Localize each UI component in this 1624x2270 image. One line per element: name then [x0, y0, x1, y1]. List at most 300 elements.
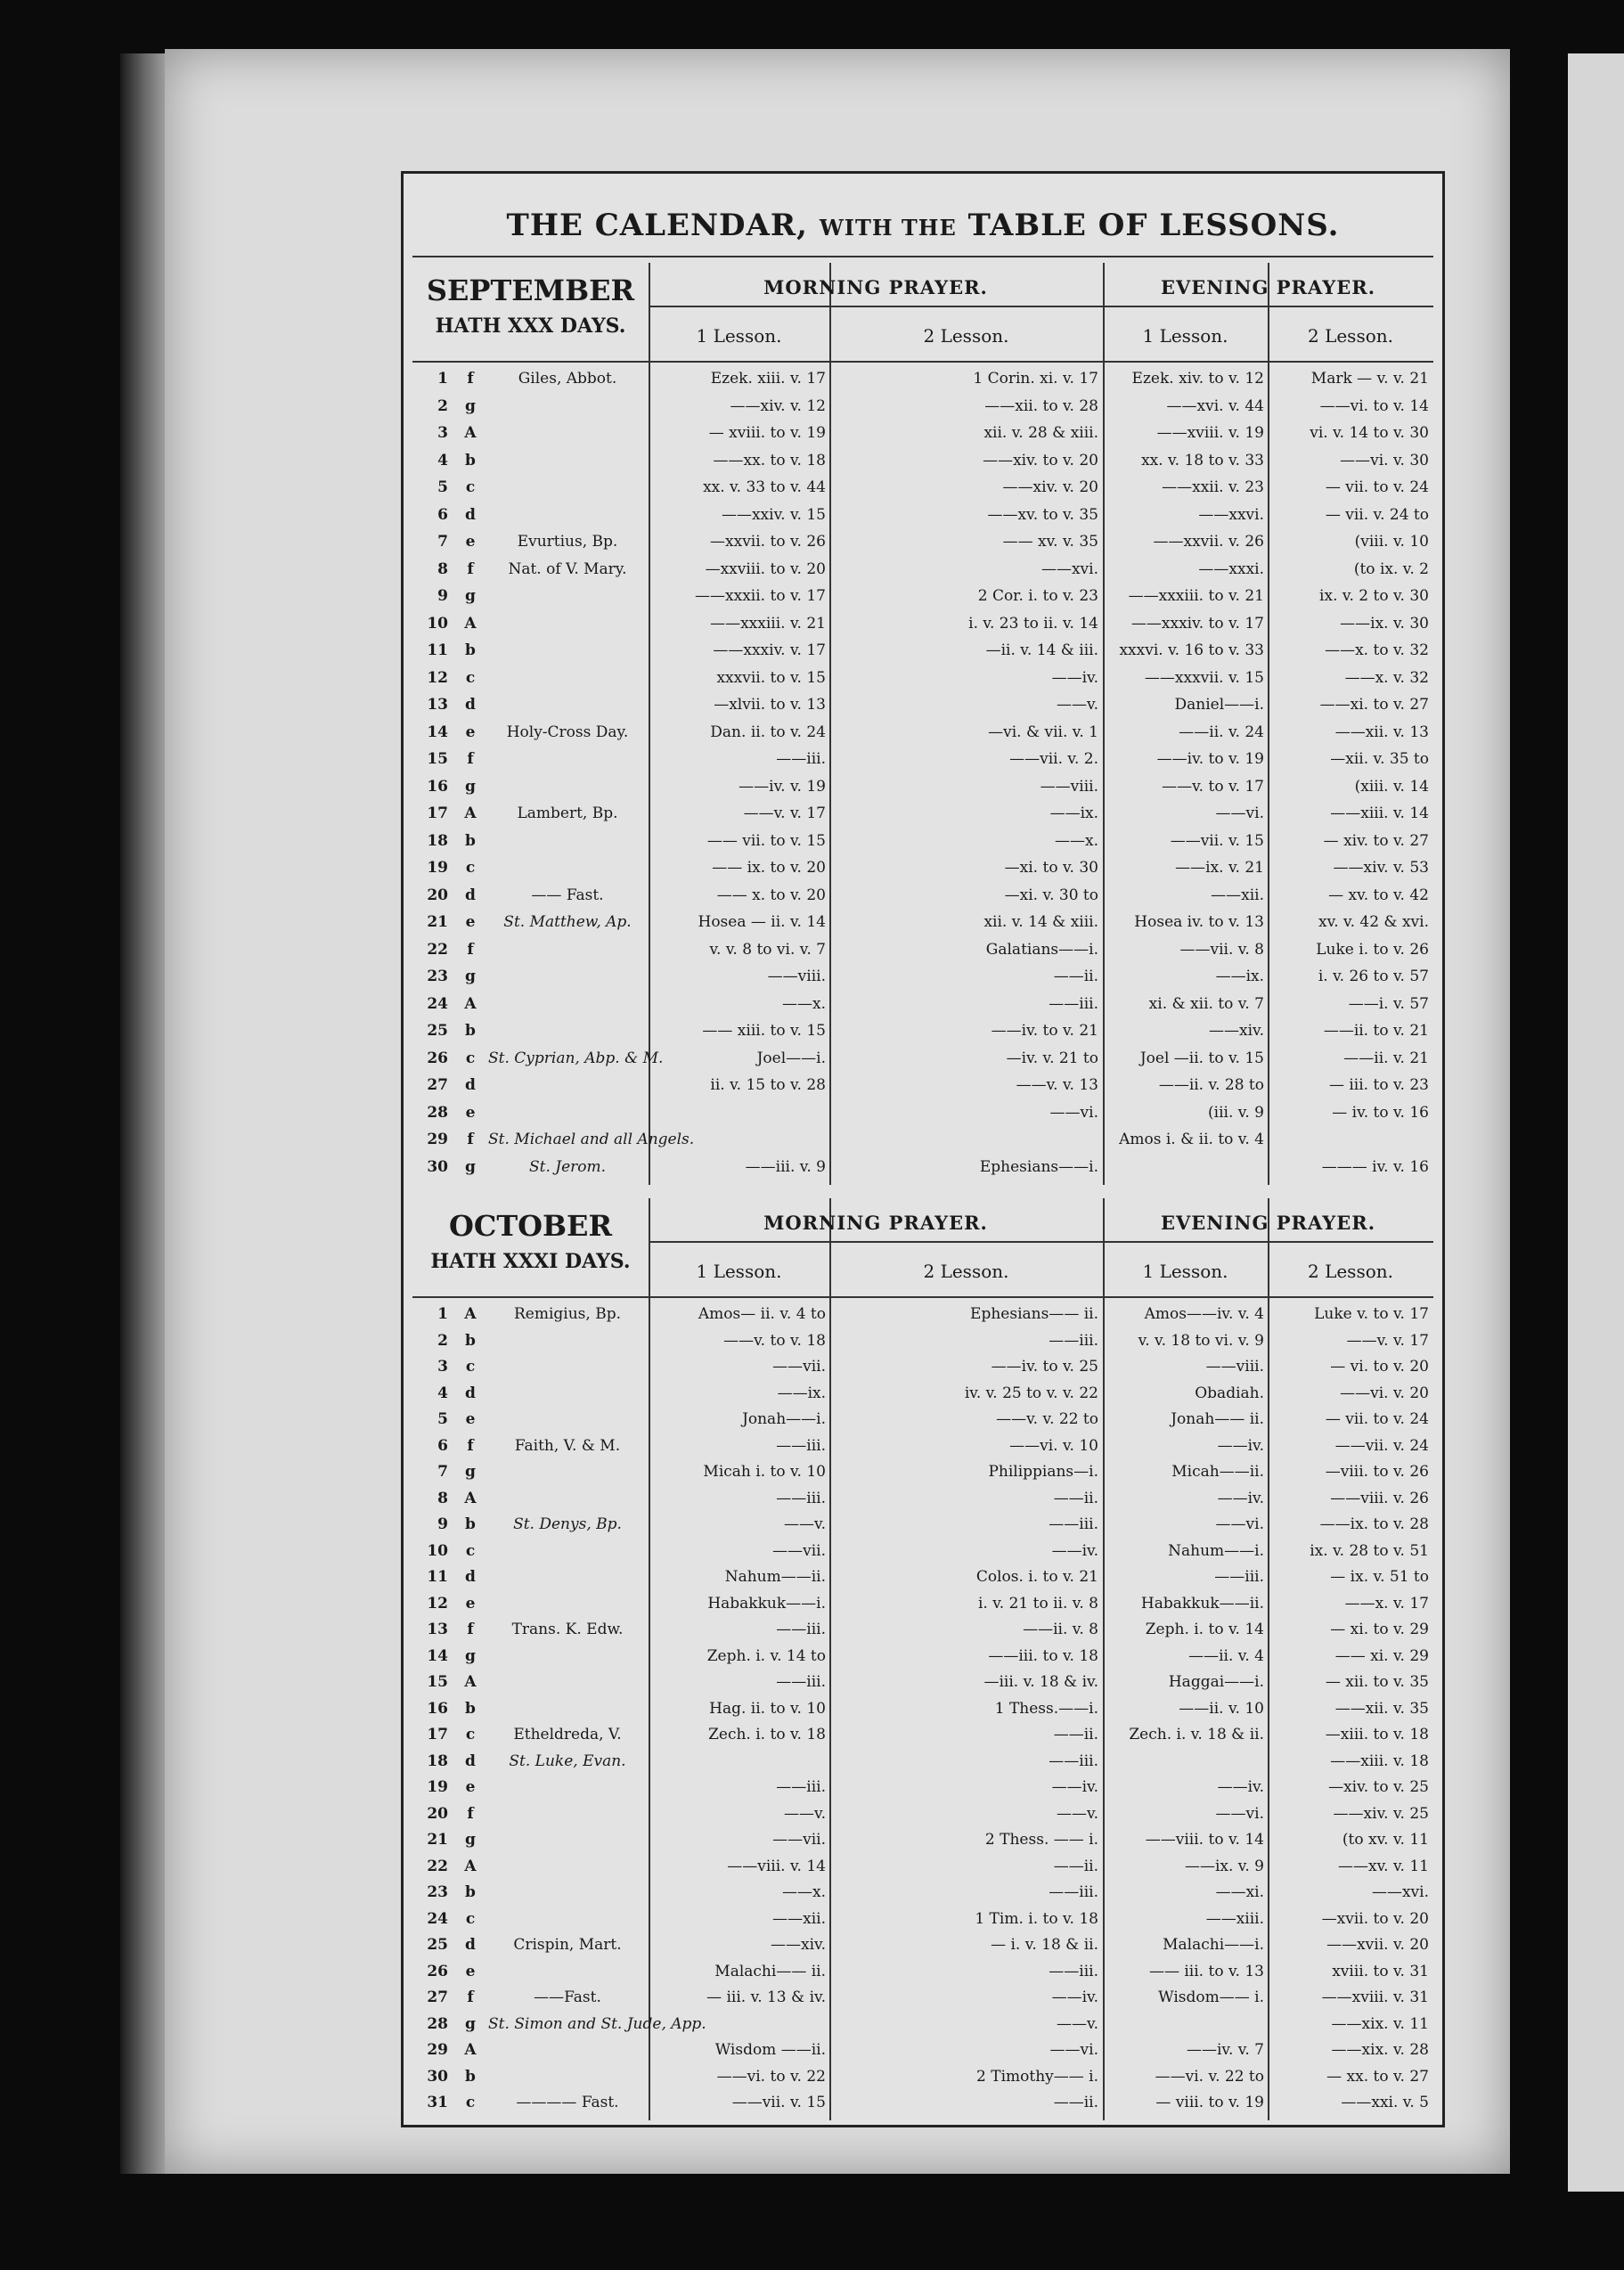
- festival: ——Fast.: [534, 1988, 601, 2006]
- morning-lesson-1: ——vii.: [772, 1541, 826, 1560]
- evening-lesson-2: i. v. 26 to v. 57: [1318, 968, 1429, 985]
- calendar-row: [412, 859, 1433, 877]
- evening-lesson-1: ——v. to v. 17: [1162, 777, 1264, 796]
- evening-lesson-1: ——xiii.: [1205, 1909, 1264, 1928]
- morning-lesson-1: ——xiv.: [770, 1936, 826, 1954]
- day-number: 7: [437, 1463, 448, 1481]
- evening-lesson-2: ——v. v. 17: [1346, 1331, 1429, 1350]
- calendar-frame: [401, 171, 1445, 2127]
- evening-lesson-1: ——iv.: [1217, 1436, 1264, 1455]
- dominical-letter: A: [464, 1489, 477, 1507]
- dominical-letter: c: [465, 859, 476, 877]
- dominical-letter: c: [465, 1909, 476, 1928]
- evening-lesson-1: Ezek. xiv. to v. 12: [1131, 370, 1264, 388]
- evening-lesson-1: Zeph. i. to v. 14: [1145, 1621, 1264, 1638]
- calendar-row: [412, 1805, 1433, 1823]
- day-number: 2: [437, 396, 448, 415]
- dominical-letter: A: [464, 1673, 477, 1691]
- dominical-letter: g: [465, 1463, 476, 1481]
- dominical-letter: f: [467, 1804, 474, 1823]
- day-number: 28: [427, 1103, 448, 1122]
- morning-lesson-2: ——vi. v. 10: [1009, 1436, 1098, 1455]
- evening-lesson-2: ix. v. 28 to v. 51: [1310, 1541, 1429, 1560]
- morning-lesson-1: Nahum——ii.: [724, 1568, 826, 1586]
- dominical-letter: e: [465, 1410, 476, 1428]
- morning-lesson1-header: 1 Lesson.: [696, 325, 782, 347]
- evening-lesson-1: ——ii. v. 4: [1188, 1646, 1264, 1665]
- dominical-letter: A: [464, 1857, 477, 1875]
- evening-lesson2-header: 2 Lesson.: [1307, 1261, 1393, 1282]
- day-number: 25: [427, 1022, 448, 1040]
- day-number: 17: [427, 1726, 448, 1743]
- dominical-letter: b: [465, 451, 476, 470]
- october-section: [412, 1198, 1433, 2116]
- calendar-row: [412, 397, 1433, 415]
- morning-lesson-2: 1 Thess.——i.: [994, 1699, 1098, 1718]
- calendar-row: [412, 1410, 1433, 1428]
- day-number: 22: [427, 1857, 448, 1875]
- morning-lesson-1: ——vii.: [772, 1831, 826, 1849]
- morning-lesson-2: ——x.: [1055, 831, 1098, 850]
- festival: Etheldreda, V.: [513, 1726, 622, 1743]
- evening-lesson-2: ——xii. v. 13: [1334, 723, 1429, 741]
- dominical-letter: b: [465, 641, 476, 659]
- morning-lesson-1: ——v.: [784, 1515, 826, 1533]
- calendar-row: [412, 1384, 1433, 1402]
- dominical-letter: c: [465, 1541, 476, 1560]
- evening-lesson-1: ——iv. v. 7: [1186, 2041, 1264, 2059]
- morning-lesson-2: 1 Corin. xi. v. 17: [973, 370, 1098, 388]
- evening-lesson-1: ——xxxi.: [1198, 559, 1264, 578]
- morning-lesson-1: ——v. to v. 18: [723, 1331, 826, 1350]
- morning-lesson-1: ——x.: [782, 994, 826, 1013]
- dominical-letter: b: [465, 1515, 476, 1533]
- evening-lesson-2: (viii. v. 10: [1354, 533, 1429, 551]
- morning-lesson-1: Joel——i.: [756, 1049, 826, 1067]
- facing-page-edge: [1568, 53, 1624, 2192]
- morning-lesson-1: Micah i. to v. 10: [703, 1463, 826, 1481]
- morning-lesson-1: ——x.: [782, 1883, 826, 1901]
- day-number: 7: [437, 533, 448, 551]
- evening-lesson-1: Amos i. & ii. to v. 4: [1119, 1131, 1264, 1148]
- dominical-letter: b: [465, 2067, 476, 2086]
- festival: Giles, Abbot.: [518, 370, 617, 388]
- evening-lesson-1: ——ix. v. 9: [1184, 1857, 1264, 1875]
- morning-lesson-2: 2 Cor. i. to v. 23: [977, 587, 1098, 605]
- dominical-letter: e: [465, 1103, 476, 1122]
- dominical-letter: e: [465, 913, 476, 931]
- dominical-letter: e: [465, 1594, 476, 1613]
- morning-lesson-2: ——iii.: [1049, 1515, 1098, 1533]
- morning-lesson-2: ——iii.: [1049, 1751, 1098, 1770]
- morning-lesson-1: ——iv. v. 19: [739, 777, 826, 796]
- day-number: 24: [427, 994, 448, 1013]
- calendar-row: [412, 1049, 1433, 1067]
- calendar-row: [412, 1858, 1433, 1875]
- evening-lesson-1: xx. v. 18 to v. 33: [1141, 451, 1264, 470]
- evening-lesson-2: vi. v. 14 to v. 30: [1310, 424, 1429, 442]
- morning-lesson-1: ——iii. v. 9: [745, 1157, 826, 1176]
- dominical-letter: f: [467, 559, 474, 578]
- dominical-letter: f: [467, 1621, 474, 1638]
- evening-lesson-1: ——vi. v. 22 to: [1155, 2067, 1264, 2086]
- festival: ———— Fast.: [516, 2094, 619, 2111]
- morning-prayer-header: MORNING PRAYER.: [763, 276, 988, 298]
- day-number: 5: [437, 478, 448, 496]
- morning-lesson-2: xii. v. 14 & xiii.: [983, 913, 1098, 931]
- dominical-letter: c: [465, 668, 476, 687]
- evening-lesson-2: — xx. to v. 27: [1326, 2067, 1429, 2086]
- day-number: 11: [427, 641, 448, 659]
- evening-lesson-1: ——ii. v. 24: [1179, 723, 1264, 741]
- evening-lesson-2: ——x. v. 32: [1344, 668, 1429, 687]
- dominical-letter: e: [465, 723, 476, 741]
- morning-lesson-2: Galatians——i.: [985, 940, 1098, 959]
- dominical-letter: g: [465, 1831, 476, 1849]
- morning-lesson-2: ——iv.: [1051, 1541, 1098, 1560]
- evening-lesson-1: ——xvi. v. 44: [1166, 396, 1264, 415]
- evening-lesson-2: ——— iv. v. 16: [1321, 1157, 1429, 1176]
- evening-lesson-1: xxxvi. v. 16 to v. 33: [1119, 641, 1264, 659]
- day-number: 12: [427, 668, 448, 687]
- evening-lesson-2: — iv. to v. 16: [1332, 1103, 1429, 1122]
- morning-lesson-2: ——viii.: [1040, 777, 1098, 796]
- calendar-row: [412, 1621, 1433, 1638]
- calendar-row: [412, 1883, 1433, 1901]
- morning-lesson-2: ——iii.: [1049, 1883, 1098, 1901]
- morning-lesson-2: ——iv. to v. 21: [991, 1022, 1098, 1040]
- evening-lesson-2: ——xiv. v. 25: [1333, 1804, 1429, 1823]
- morning-lesson-2: ——v.: [1057, 696, 1098, 714]
- day-number: 5: [437, 1410, 448, 1428]
- morning-lesson-2: — i. v. 18 & ii.: [991, 1936, 1098, 1954]
- morning-lesson-2: 2 Thess. —— i.: [984, 1831, 1098, 1849]
- evening-lesson-2: (to xv. v. 11: [1342, 1831, 1429, 1849]
- morning-lesson-1: Hosea — ii. v. 14: [698, 913, 826, 931]
- day-number: 17: [427, 804, 448, 822]
- evening-lesson-2: Luke v. to v. 17: [1314, 1305, 1429, 1323]
- evening-lesson-1: ——ix.: [1215, 968, 1264, 985]
- day-number: 26: [427, 1049, 448, 1067]
- evening-lesson-2: — vii. to v. 24: [1325, 478, 1429, 496]
- evening-lesson-2: — xii. to v. 35: [1325, 1673, 1429, 1691]
- calendar-row: [412, 1700, 1433, 1718]
- morning-lesson-1: ——iii.: [776, 1778, 826, 1796]
- festival: St. Simon and St. Jude, App.: [488, 2014, 706, 2033]
- morning-lesson-2: ——xii. to v. 28: [984, 396, 1098, 415]
- day-number: 21: [427, 1831, 448, 1849]
- calendar-row: [412, 941, 1433, 959]
- calendar-row: [412, 615, 1433, 633]
- day-number: 20: [427, 886, 448, 904]
- morning-lesson2-header: 2 Lesson.: [923, 325, 1009, 347]
- morning-lesson-2: —iii. v. 18 & iv.: [983, 1673, 1098, 1691]
- day-number: 3: [437, 424, 448, 442]
- festival: Nat. of V. Mary.: [508, 559, 627, 578]
- morning-lesson-1: ——iii.: [776, 1673, 826, 1691]
- morning-lesson-1: ——xx. to v. 18: [713, 451, 826, 470]
- morning-lesson-2: ——ii. v. 8: [1023, 1621, 1098, 1638]
- morning-lesson-2: ——iii.: [1049, 1962, 1098, 1980]
- morning-lesson-2: ——v. v. 13: [1016, 1076, 1098, 1094]
- evening-lesson-2: ——xv. v. 11: [1337, 1857, 1429, 1875]
- morning-lesson-1: Jonah——i.: [742, 1410, 826, 1428]
- evening-lesson-1: ——xii.: [1211, 886, 1264, 904]
- day-number: 11: [427, 1568, 448, 1586]
- morning-lesson-1: ii. v. 15 to v. 28: [710, 1076, 826, 1094]
- day-number: 10: [427, 1541, 448, 1560]
- morning-lesson-1: Amos— ii. v. 4 to: [698, 1305, 826, 1323]
- evening-lesson-2: —xiii. to v. 18: [1325, 1726, 1429, 1743]
- day-number: 2: [437, 1331, 448, 1350]
- morning-lesson-2: ——xvi.: [1041, 559, 1098, 578]
- evening-lesson-1: ——xviii. v. 19: [1156, 424, 1264, 442]
- title-rest: TABLE OF LESSONS.: [967, 208, 1340, 243]
- morning-prayer-header: MORNING PRAYER.: [763, 1212, 988, 1234]
- morning-lesson-2: ——iv.: [1051, 668, 1098, 687]
- morning-lesson-1: ——iii.: [776, 1436, 826, 1455]
- evening-lesson-2: xv. v. 42 & xvi.: [1318, 913, 1429, 931]
- calendar-row: [412, 1963, 1433, 1980]
- morning-lesson-2: Philippians—i.: [988, 1463, 1098, 1481]
- evening-prayer-header: EVENING PRAYER.: [1160, 276, 1376, 298]
- day-number: 13: [427, 1621, 448, 1638]
- dominical-letter: d: [465, 1076, 476, 1094]
- evening-lesson-1: Habakkuk——ii.: [1140, 1594, 1264, 1613]
- evening-lesson-1: —— iii. to v. 13: [1148, 1962, 1264, 1980]
- day-number: 1: [437, 370, 448, 388]
- evening-lesson-1: ——iii.: [1214, 1568, 1264, 1586]
- dominical-letter: f: [467, 1988, 474, 2006]
- evening-lesson-2: — xv. to v. 42: [1328, 886, 1429, 904]
- day-number: 14: [427, 1646, 448, 1665]
- evening-lesson-2: ix. v. 2 to v. 30: [1319, 587, 1429, 605]
- evening-lesson-2: (xiii. v. 14: [1354, 777, 1429, 796]
- dominical-letter: d: [465, 886, 476, 904]
- evening-lesson-2: — vii. to v. 24: [1325, 1410, 1429, 1428]
- page-title: [404, 208, 1442, 243]
- evening-lesson-2: ——ii. to v. 21: [1323, 1022, 1429, 1040]
- festival: —— Fast.: [531, 886, 604, 904]
- dominical-letter: b: [465, 831, 476, 850]
- evening-lesson-1: (iii. v. 9: [1208, 1103, 1264, 1122]
- calendar-row: [412, 1752, 1433, 1770]
- day-number: 13: [427, 696, 448, 714]
- month-days: HATH XXXI DAYS.: [430, 1250, 631, 1273]
- calendar-row: [412, 1673, 1433, 1691]
- evening-lesson-1: ——xxii. v. 23: [1162, 478, 1264, 496]
- evening-lesson-1: Hosea iv. to v. 13: [1134, 913, 1264, 931]
- calendar-row: [412, 1647, 1433, 1665]
- morning-lesson-1: —— ix. to v. 20: [712, 859, 826, 877]
- calendar-row: [412, 804, 1433, 822]
- evening-lesson-2: —xii. v. 35 to: [1330, 750, 1429, 768]
- morning-lesson-2: ——v. v. 22 to: [996, 1410, 1098, 1428]
- evening-lesson-2: ——xix. v. 11: [1331, 2014, 1429, 2033]
- evening-lesson-2: — iii. to v. 23: [1328, 1076, 1429, 1094]
- festival: St. Denys, Bp.: [513, 1515, 622, 1533]
- morning-lesson-2: ——vi.: [1049, 2041, 1098, 2059]
- calendar-row: [412, 478, 1433, 496]
- calendar-row: [412, 1542, 1433, 1560]
- calendar-row: [412, 1158, 1433, 1176]
- evening-lesson-1: ——xxxvii. v. 15: [1144, 668, 1264, 687]
- dominical-letter: A: [464, 1305, 477, 1323]
- month-days: HATH XXX DAYS.: [435, 314, 626, 338]
- title-with: WITH THE: [819, 215, 957, 241]
- evening-lesson-2: ——ix. v. 30: [1340, 614, 1429, 633]
- morning-lesson-1: xx. v. 33 to v. 44: [703, 478, 826, 496]
- calendar-row: [412, 587, 1433, 605]
- evening-lesson-2: — xiv. to v. 27: [1323, 831, 1429, 850]
- evening-lesson-1: ——xxvii. v. 26: [1153, 533, 1264, 551]
- evening-lesson-2: ——vi. v. 30: [1340, 451, 1429, 470]
- morning-lesson-2: ——ix.: [1049, 804, 1098, 822]
- calendar-row: [412, 1778, 1433, 1796]
- calendar-row: [412, 1022, 1433, 1040]
- header-rule: [649, 1241, 1433, 1243]
- morning-lesson-2: ——v.: [1057, 1804, 1098, 1823]
- dominical-letter: g: [465, 2014, 476, 2033]
- morning-lesson-1: ——iii.: [776, 1489, 826, 1507]
- morning-lesson-2: Colos. i. to v. 21: [975, 1568, 1098, 1586]
- morning-lesson-1: —xxviii. to v. 20: [705, 559, 826, 578]
- day-number: 1: [437, 1305, 448, 1323]
- morning-lesson-1: Habakkuk——i.: [707, 1594, 826, 1613]
- dominical-letter: c: [465, 1049, 476, 1067]
- evening-lesson-2: — ix. v. 51 to: [1330, 1568, 1429, 1586]
- day-number: 25: [427, 1936, 448, 1954]
- dominical-letter: c: [465, 2094, 476, 2111]
- evening-lesson-2: ——x. v. 17: [1344, 1594, 1429, 1613]
- header-rule: [649, 306, 1433, 307]
- festival: Evurtius, Bp.: [517, 533, 618, 551]
- evening-lesson-1: ——vi.: [1215, 1804, 1264, 1823]
- evening-lesson-1: ——ii. v. 28 to: [1158, 1076, 1264, 1094]
- morning-lesson-2: iv. v. 25 to v. v. 22: [964, 1384, 1098, 1402]
- evening-lesson-1: Obadiah.: [1195, 1384, 1264, 1402]
- festival: Remigius, Bp.: [514, 1305, 621, 1323]
- morning-lesson-1: ——xxxii. to v. 17: [695, 587, 826, 605]
- evening-lesson-2: ——xii. v. 35: [1334, 1699, 1429, 1718]
- morning-lesson-1: Ezek. xiii. v. 17: [710, 370, 826, 388]
- calendar-row: [412, 424, 1433, 442]
- morning-lesson-2: ——xv. to v. 35: [987, 505, 1098, 524]
- morning-lesson-2: ——ii.: [1053, 1489, 1098, 1507]
- day-number: 30: [427, 2067, 448, 2086]
- evening-lesson-2: ——xiii. v. 18: [1330, 1751, 1429, 1770]
- day-number: 16: [427, 777, 448, 796]
- calendar-row: [412, 968, 1433, 985]
- dominical-letter: g: [465, 968, 476, 985]
- day-number: 3: [437, 1358, 448, 1376]
- dominical-letter: d: [465, 1936, 476, 1954]
- september-section: [412, 263, 1433, 1198]
- day-number: 27: [427, 1076, 448, 1094]
- calendar-row: [412, 832, 1433, 850]
- morning-lesson-1: — xviii. to v. 19: [708, 424, 826, 442]
- evening-lesson-2: ——i. v. 57: [1348, 994, 1429, 1013]
- evening-lesson-2: ——xi. to v. 27: [1319, 696, 1429, 714]
- festival: Trans. K. Edw.: [511, 1621, 624, 1638]
- morning-lesson-2: ——ii.: [1053, 2094, 1098, 2111]
- morning-lesson-2: Ephesians—— ii.: [970, 1305, 1098, 1323]
- morning-lesson-2: —xi. v. 30 to: [1004, 886, 1098, 904]
- dominical-letter: d: [465, 696, 476, 714]
- calendar-row: [412, 2068, 1433, 2086]
- morning-lesson-1: Zech. i. to v. 18: [708, 1726, 826, 1743]
- header-rule: [412, 1296, 1433, 1298]
- evening-lesson-1: ——viii. to v. 14: [1145, 1831, 1264, 1849]
- evening-lesson-1: Malachi——i.: [1163, 1936, 1264, 1954]
- day-number: 26: [427, 1962, 448, 1980]
- day-number: 30: [427, 1157, 448, 1176]
- evening-lesson-1: ——xxxiii. to v. 21: [1128, 587, 1264, 605]
- dominical-letter: b: [465, 1883, 476, 1901]
- dominical-letter: g: [465, 587, 476, 605]
- day-number: 29: [427, 1131, 448, 1148]
- calendar-row: [412, 1437, 1433, 1455]
- calendar-row: [412, 913, 1433, 931]
- morning-lesson-2: ——ii.: [1053, 1726, 1098, 1743]
- festival: St. Michael and all Angels.: [488, 1131, 695, 1148]
- dominical-letter: c: [465, 478, 476, 496]
- morning-lesson-1: —— x. to v. 20: [716, 886, 826, 904]
- evening-lesson-1: ——xiv.: [1208, 1022, 1264, 1040]
- dominical-letter: d: [465, 505, 476, 524]
- dominical-letter: g: [465, 396, 476, 415]
- day-number: 28: [427, 2014, 448, 2033]
- morning-lesson-2: Ephesians——i.: [979, 1157, 1098, 1176]
- calendar-row: [412, 696, 1433, 714]
- festival: St. Jerom.: [528, 1157, 607, 1176]
- evening-lesson-2: ——vii. v. 24: [1334, 1436, 1429, 1455]
- day-number: 18: [427, 1751, 448, 1770]
- evening-prayer-header: EVENING PRAYER.: [1160, 1212, 1376, 1234]
- evening-lesson-1: Micah——ii.: [1171, 1463, 1264, 1481]
- dominical-letter: c: [465, 1726, 476, 1743]
- dominical-letter: g: [465, 777, 476, 796]
- morning-lesson-1: —xlvii. to v. 13: [714, 696, 826, 714]
- dominical-letter: A: [464, 994, 477, 1013]
- calendar-row: [412, 995, 1433, 1013]
- dominical-letter: A: [464, 614, 477, 633]
- day-number: 29: [427, 2041, 448, 2059]
- morning-lesson-1: —xxvii. to v. 26: [710, 533, 826, 551]
- morning-lesson-1: ——vii.: [772, 1358, 826, 1376]
- festival: Faith, V. & M.: [514, 1436, 621, 1455]
- evening-lesson-2: ——x. to v. 32: [1325, 641, 1429, 659]
- morning-lesson-1: Wisdom ——ii.: [714, 2041, 826, 2059]
- day-number: 4: [437, 1384, 448, 1402]
- evening-lesson-1: Wisdom—— i.: [1158, 1988, 1264, 2006]
- day-number: 12: [427, 1594, 448, 1613]
- morning-lesson-1: xxxvii. to v. 15: [716, 668, 826, 687]
- dominical-letter: f: [467, 940, 474, 959]
- calendar-row: [412, 370, 1433, 388]
- evening-lesson-2: Mark — v. v. 21: [1310, 370, 1429, 388]
- evening-lesson-2: ——vi. to v. 14: [1319, 396, 1429, 415]
- day-number: 20: [427, 1804, 448, 1823]
- day-number: 9: [437, 587, 448, 605]
- calendar-row: [412, 1936, 1433, 1954]
- morning-lesson-1: ——iii.: [776, 750, 826, 768]
- festival: Holy-Cross Day.: [506, 723, 629, 741]
- festival: Crispin, Mart.: [513, 1936, 622, 1954]
- morning-lesson-2: ——iii. to v. 18: [988, 1646, 1098, 1665]
- calendar-row: [412, 506, 1433, 524]
- day-number: 8: [437, 559, 448, 578]
